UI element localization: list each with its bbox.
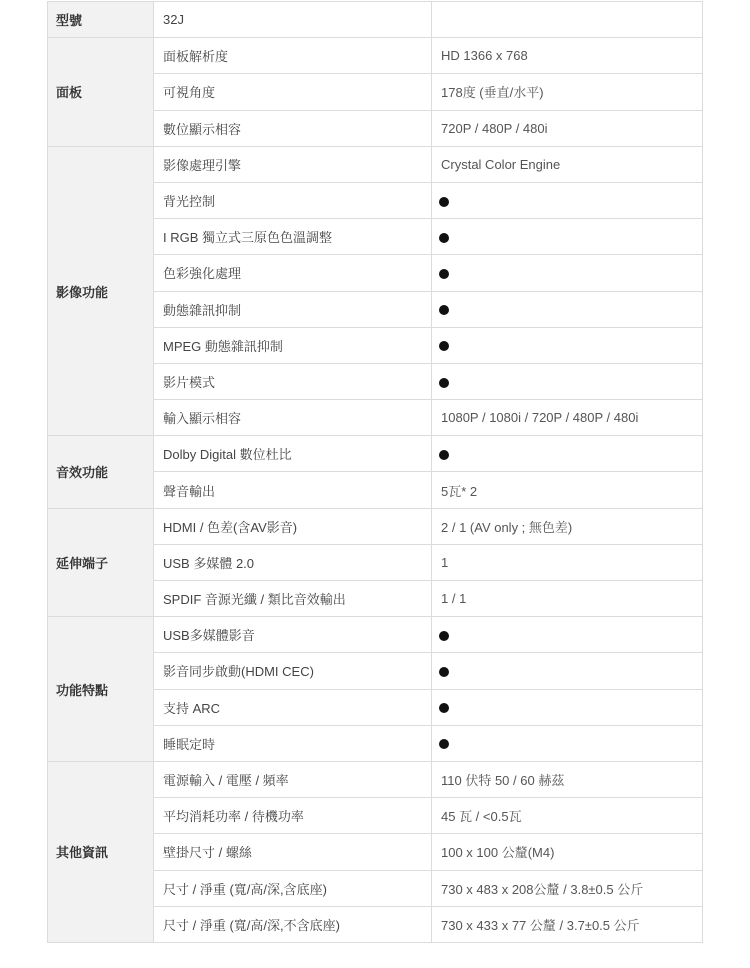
spec-name: 面板解析度 [154, 38, 432, 74]
spec-name: 動態雜訊抑制 [154, 291, 432, 327]
model-value: 32J [154, 2, 432, 38]
spec-value: 730 x 483 x 208公釐 / 3.8±0.5 公斤 [432, 870, 703, 906]
spec-name: 尺寸 / 淨重 (寬/高/深,不含底座) [154, 906, 432, 942]
spec-value: 110 伏特 50 / 60 赫茲 [432, 761, 703, 797]
spec-name: 影片模式 [154, 363, 432, 399]
spec-name: 影像處理引擎 [154, 146, 432, 182]
supported-dot-icon [439, 703, 449, 713]
category-label: 音效功能 [48, 436, 154, 508]
spec-supported-cell [432, 327, 703, 363]
supported-dot-icon [439, 269, 449, 279]
spec-name: 電源輸入 / 電壓 / 頻率 [154, 761, 432, 797]
supported-dot-icon [439, 378, 449, 388]
supported-dot-icon [439, 197, 449, 207]
spec-name: 色彩強化處理 [154, 255, 432, 291]
spec-name: 壁掛尺寸 / 螺絲 [154, 834, 432, 870]
supported-dot-icon [439, 450, 449, 460]
spec-supported-cell [432, 436, 703, 472]
spec-supported-cell [432, 219, 703, 255]
spec-name: 平均消耗功率 / 待機功率 [154, 798, 432, 834]
spec-supported-cell [432, 617, 703, 653]
spec-value: 178度 (垂直/水平) [432, 74, 703, 110]
spec-value: 2 / 1 (AV only ; 無色差) [432, 508, 703, 544]
spec-value: 1 [432, 544, 703, 580]
supported-dot-icon [439, 631, 449, 641]
spec-value: 730 x 433 x 77 公釐 / 3.7±0.5 公斤 [432, 906, 703, 942]
model-empty-cell [432, 2, 703, 38]
spec-supported-cell [432, 653, 703, 689]
table-row [48, 617, 703, 653]
category-label: 面板 [48, 38, 154, 147]
spec-name: 尺寸 / 淨重 (寬/高/深,含底座) [154, 870, 432, 906]
category-label: 延伸端子 [48, 508, 154, 617]
spec-name: 數位顯示相容 [154, 110, 432, 146]
spec-supported-cell [432, 725, 703, 761]
spec-name: USB多媒體影音 [154, 617, 432, 653]
spec-name: I RGB 獨立式三原色色溫調整 [154, 219, 432, 255]
supported-dot-icon [439, 667, 449, 677]
spec-name: HDMI / 色差(含AV影音) [154, 508, 432, 544]
spec-value: 720P / 480P / 480i [432, 110, 703, 146]
spec-value: Crystal Color Engine [432, 146, 703, 182]
spec-name: 背光控制 [154, 182, 432, 218]
category-label: 功能特點 [48, 617, 154, 762]
table-row [48, 508, 703, 544]
spec-name: Dolby Digital 數位杜比 [154, 436, 432, 472]
category-label: 影像功能 [48, 146, 154, 436]
table-row [48, 146, 703, 182]
spec-value: 1 / 1 [432, 581, 703, 617]
category-label: 其他資訊 [48, 761, 154, 942]
spec-value: 45 瓦 / <0.5瓦 [432, 798, 703, 834]
spec-value: 1080P / 1080i / 720P / 480P / 480i [432, 400, 703, 436]
table-row [48, 38, 703, 74]
spec-table [47, 1, 703, 943]
spec-name: SPDIF 音源光纖 / 類比音效輸出 [154, 581, 432, 617]
table-row [48, 761, 703, 797]
spec-name: 輸入顯示相容 [154, 400, 432, 436]
spec-supported-cell [432, 182, 703, 218]
spec-supported-cell [432, 255, 703, 291]
spec-name: 睡眠定時 [154, 725, 432, 761]
spec-name: USB 多媒體 2.0 [154, 544, 432, 580]
spec-supported-cell [432, 363, 703, 399]
spec-supported-cell [432, 689, 703, 725]
spec-supported-cell [432, 291, 703, 327]
spec-name: 影音同步啟動(HDMI CEC) [154, 653, 432, 689]
table-row-model [48, 2, 703, 38]
spec-value: 5瓦* 2 [432, 472, 703, 508]
spec-table-body [48, 2, 703, 943]
spec-name: MPEG 動態雜訊抑制 [154, 327, 432, 363]
supported-dot-icon [439, 305, 449, 315]
spec-value: HD 1366 x 768 [432, 38, 703, 74]
model-label: 型號 [48, 2, 154, 38]
supported-dot-icon [439, 233, 449, 243]
supported-dot-icon [439, 341, 449, 351]
spec-name: 可視角度 [154, 74, 432, 110]
table-row [48, 436, 703, 472]
spec-value: 100 x 100 公釐(M4) [432, 834, 703, 870]
supported-dot-icon [439, 739, 449, 749]
spec-name: 聲音輸出 [154, 472, 432, 508]
spec-name: 支持 ARC [154, 689, 432, 725]
